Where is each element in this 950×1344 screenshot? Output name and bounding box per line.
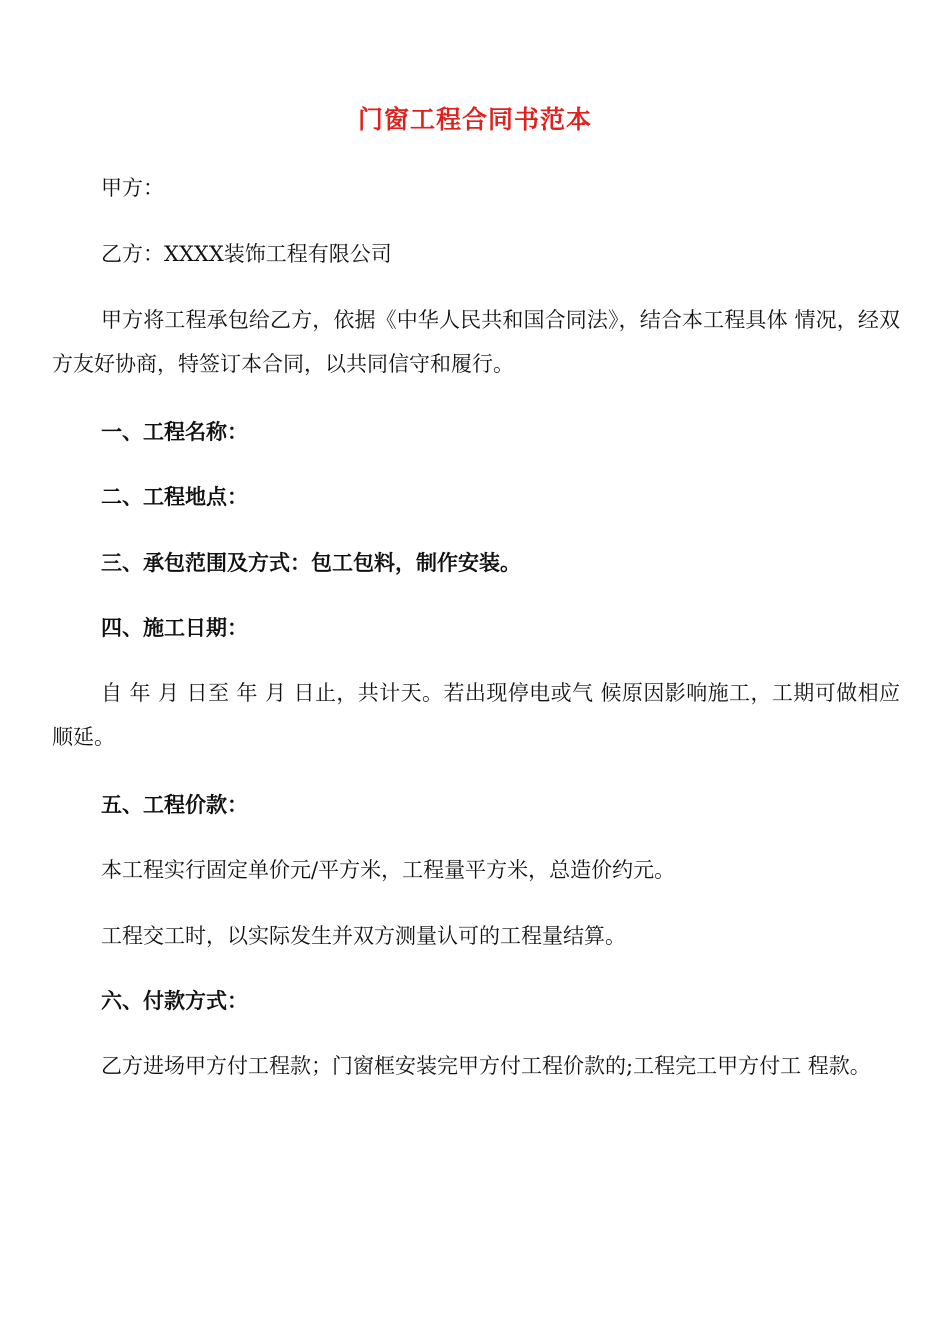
section-heading-project-name: 一、工程名称： — [101, 419, 248, 444]
section-heading-contract-scope: 三、承包范围及方式：包工包料，制作安装。 — [101, 550, 521, 575]
section-heading-construction-dates: 四、施工日期： — [101, 615, 248, 640]
schedule-paragraph: 自 年 月 日至 年 月 日止，共计天。若出现停电或气 候原因影响施工，工期可做相应顺延。 — [52, 681, 900, 749]
price-paragraph: 本工程实行固定单价元/平方米，工程量平方米，总造价约元。 — [101, 858, 676, 882]
party-a-line: 甲方： — [101, 176, 164, 200]
party-b-line: 乙方：XXXX装饰工程有限公司 — [101, 242, 392, 266]
intro-paragraph: 甲方将工程承包给乙方，依据《中华人民共和国合同法》，结合本工程具体 情况，经双方友好协商，特签订本合同，以共同信守和履行。 — [52, 308, 900, 376]
section-heading-project-price: 五、工程价款： — [101, 792, 248, 817]
settlement-paragraph: 工程交工时，以实际发生并双方测量认可的工程量结算。 — [101, 924, 626, 948]
payment-paragraph: 乙方进场甲方付工程款；门窗框安装完甲方付工程价款的;工程完工甲方付工 程款。 — [101, 1054, 871, 1078]
document-title: 门窗工程合同书范本 — [357, 105, 592, 134]
section-heading-payment-method: 六、付款方式： — [101, 988, 248, 1013]
section-heading-project-location: 二、工程地点： — [101, 484, 248, 509]
